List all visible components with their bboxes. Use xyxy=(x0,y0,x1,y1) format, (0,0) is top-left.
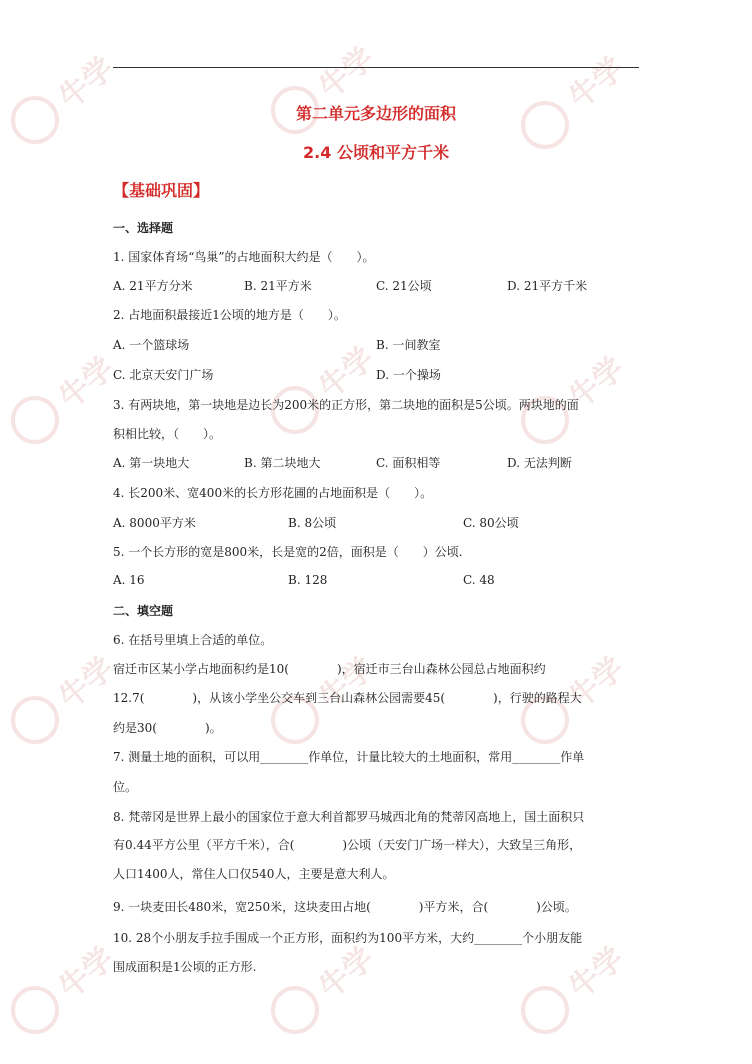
svg-text:牛学: 牛学 xyxy=(52,350,122,417)
q2-option-d: D. 一个操场 xyxy=(376,368,441,382)
q7-line2: 位。 xyxy=(113,780,138,794)
q9-line1: 9. 一块麦田长480米，宽250米，这块麦田占地( )平方米，合( )公顷。 xyxy=(113,900,577,914)
q5-option-b: B. 128 xyxy=(288,573,328,587)
q3-option-c: C. 面积相等 xyxy=(376,456,441,470)
q5-option-c: C. 48 xyxy=(463,573,495,587)
q5-option-a: A. 16 xyxy=(113,573,145,587)
q4-stem: 4. 长200米、宽400米的长方形花圃的占地面积是（ ）。 xyxy=(113,486,433,500)
q6-line2: 宿迁市区某小学占地面积约是10( )，宿迁市三台山森林公园总占地面积约 xyxy=(113,662,546,676)
page-subtitle: 2.4 公顷和平方千米 xyxy=(303,143,449,162)
q8-line3: 人口1400人，常住人口仅540人，主要是意大利人。 xyxy=(113,867,395,881)
header-rule xyxy=(113,67,639,68)
q10-line2: 围成面积是1公顷的正方形. xyxy=(113,960,257,974)
q7-line1: 7. 测量土地的面积，可以用________作单位，计量比较大的土地面积，常用________作单 xyxy=(113,750,585,764)
svg-text:牛学: 牛学 xyxy=(52,50,122,117)
svg-text:牛学: 牛学 xyxy=(562,350,632,417)
q5-stem: 5. 一个长方形的宽是800米，长是宽的2倍，面积是（ ）公顷. xyxy=(113,545,463,559)
q4-option-a: A. 8000平方米 xyxy=(113,516,196,530)
q3-stem-line1: 3. 有两块地，第一块地是边长为200米的正方形，第二块地的面积是5公顷。两块地的面 xyxy=(113,398,579,412)
q8-line2: 有0.44平方公里（平方千米），合( )公顷（天安门广场一样大），大致呈三角形， xyxy=(113,838,582,852)
q6-line1: 6. 在括号里填上合适的单位。 xyxy=(113,633,273,647)
svg-text:牛学: 牛学 xyxy=(562,50,632,117)
svg-text:牛学: 牛学 xyxy=(52,650,122,717)
q4-option-c: C. 80公顷 xyxy=(463,516,519,530)
svg-text:牛学: 牛学 xyxy=(312,340,382,407)
q4-option-b: B. 8公顷 xyxy=(288,516,337,530)
q2-option-c: C. 北京天安门广场 xyxy=(113,368,214,382)
svg-text:牛学: 牛学 xyxy=(562,650,632,717)
q1-option-d: D. 21平方千米 xyxy=(507,279,588,293)
svg-text:牛学: 牛学 xyxy=(52,940,122,1007)
section-heading-choice: 一、选择题 xyxy=(113,221,174,235)
q10-line1: 10. 28个小朋友手拉手围成一个正方形，面积约为100平方米，大约________个小朋友能 xyxy=(113,931,583,945)
q1-option-a: A. 21平方分米 xyxy=(113,279,193,293)
section-banner: 【基础巩固】 xyxy=(113,181,210,200)
svg-text:牛学: 牛学 xyxy=(312,40,382,107)
page-title: 第二单元多边形的面积 xyxy=(295,104,456,123)
q8-line1: 8. 梵蒂冈是世界上最小的国家位于意大利首都罗马城西北角的梵蒂冈高地上，国土面积只 xyxy=(113,810,585,824)
section-heading-fill: 二、填空题 xyxy=(113,604,174,618)
q1-option-c: C. 21公顷 xyxy=(376,279,432,293)
q2-option-b: B. 一间教室 xyxy=(376,338,441,352)
q2-option-a: A. 一个篮球场 xyxy=(113,338,190,352)
q1-option-b: B. 21平方米 xyxy=(244,279,312,293)
svg-text:牛学: 牛学 xyxy=(562,940,632,1007)
q6-line3: 12.7( )，从该小学坐公交车到三台山森林公园需要45( )，行驶的路程大 xyxy=(113,691,582,705)
q3-option-d: D. 无法判断 xyxy=(507,456,572,470)
q3-option-b: B. 第二块地大 xyxy=(244,456,321,470)
q2-stem: 2. 占地面积最接近1公顷的地方是（ ）。 xyxy=(113,308,346,322)
q6-line4: 约是30( )。 xyxy=(113,721,222,735)
svg-text:牛学: 牛学 xyxy=(312,940,382,1007)
svg-text:牛学: 牛学 xyxy=(312,650,382,717)
q3-option-a: A. 第一块地大 xyxy=(113,456,190,470)
q3-stem-line2: 积相比较，（ ）。 xyxy=(113,427,222,441)
q1-stem: 1. 国家体育场“鸟巢”的占地面积大约是（ ）。 xyxy=(113,250,375,264)
